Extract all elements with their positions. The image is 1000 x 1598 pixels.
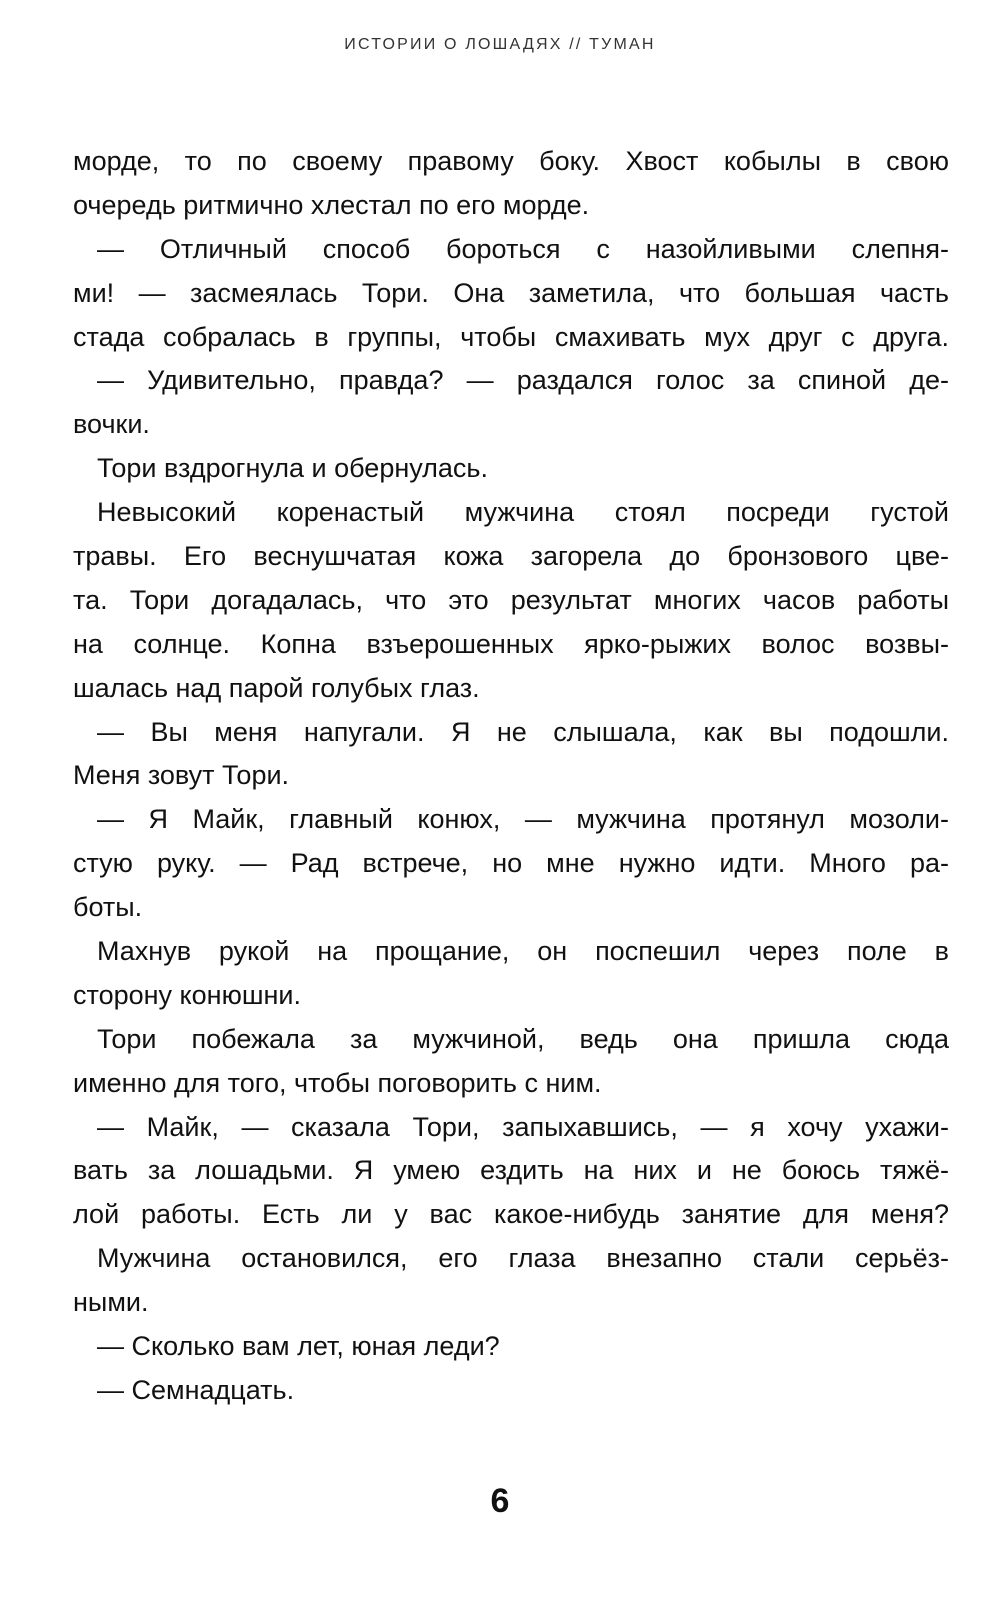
text-line: Мужчина остановился, его глаза внезапно стали серьёз- — [97, 1243, 949, 1274]
text-line: — Сколько вам лет, юная леди? — [97, 1331, 500, 1362]
text-line: — Я Майк, главный конюх, — мужчина протянул мозоли- — [97, 804, 949, 835]
text-line: вать за лошадьми. Я умею ездить на них и не боюсь тяжё- — [73, 1155, 949, 1186]
text-line: именно для того, чтобы поговорить с ним. — [73, 1067, 602, 1098]
text-line: ными. — [73, 1287, 149, 1318]
text-line: стада собралась в группы, чтобы смахивать мух друг с друга. — [73, 321, 949, 352]
text-line: травы. Его веснушчатая кожа загорела до бронзового цве- — [73, 541, 949, 572]
text-line: — Семнадцать. — [97, 1374, 295, 1405]
text-line: на солнце. Копна взъерошенных ярко-рыжих волос возвы- — [73, 628, 949, 659]
text-line: стую руку. — Рад встрече, но мне нужно идти. Много ра- — [73, 848, 949, 879]
text-line: сторону конюшни. — [73, 979, 301, 1010]
text-line: морде, то по своему правому боку. Хвост кобылы в свою — [73, 146, 949, 176]
body-text — [73, 140, 949, 1413]
page-number: 6 — [490, 1482, 510, 1520]
text-line: шалась над парой голубых глаз. — [73, 672, 480, 703]
text-line: очередь ритмично хлестал по его морде. — [73, 189, 590, 220]
text-line: ми! — засмеялась Тори. Она заметила, что большая часть — [73, 277, 949, 308]
text-line: Тори побежала за мужчиной, ведь она пришла сюда — [97, 1023, 949, 1054]
text-line: Махнув рукой на прощание, он поспешил через поле в — [97, 936, 949, 967]
running-header: ИСТОРИИ О ЛОШАДЯХ // ТУМАН — [344, 36, 656, 53]
text-line: Меня зовут Тори. — [73, 760, 290, 791]
text-line: Невысокий коренастый мужчина стоял посреди густой — [97, 497, 949, 528]
text-line: — Удивительно, правда? — раздался голос за спиной де- — [97, 365, 949, 396]
text-line: лой работы. Есть ли у вас какое-нибудь занятие для меня? — [73, 1199, 949, 1230]
text-line: та. Тори догадалась, что это результат многих часов работы — [73, 584, 949, 615]
text-line: — Майк, — сказала Тори, запыхавшись, — я хочу ухажи- — [97, 1111, 949, 1142]
text-line: — Отличный способ бороться с назойливыми слепня- — [97, 233, 949, 264]
text-line: Тори вздрогнула и обернулась. — [97, 453, 488, 484]
text-line: — Вы меня напугали. Я не слышала, как вы подошли. — [97, 716, 949, 747]
text-line: боты. — [73, 892, 143, 923]
text-line: вочки. — [73, 409, 150, 440]
